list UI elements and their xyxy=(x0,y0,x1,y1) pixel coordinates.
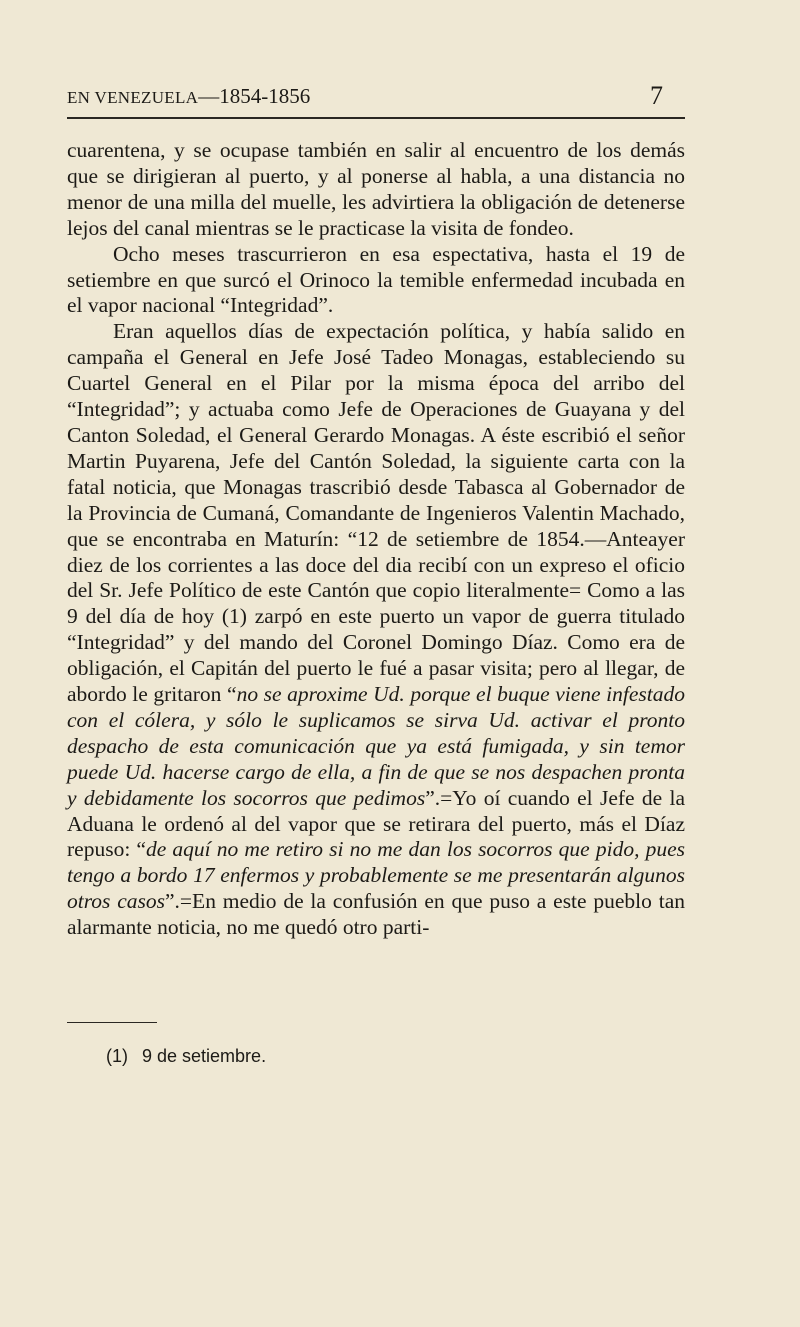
paragraph-3-text-mid: ”.=Yo oí cuando el Jefe de la Aduana le ordenó al del vapor que se retirara del puerto, más el Díaz repuso: “ xyxy=(67,785,685,862)
quoted-shout-italic: no se aproxime Ud. porque el buque viene infestado con el cólera, y sólo le suplicamos se sirva Ud. activar el pronto despacho de esta comunicación que ya está fumigada, y sin temor puede Ud. hacerse cargo de ella, a fin de que se nos despachen pronta y debidamente los socorros que pedimos xyxy=(67,682,685,810)
body-text xyxy=(67,138,685,941)
paragraph-3-text: Eran aquellos días de expectación política, y había salido en campaña el General en Jefe José Tadeo Monagas, estableciendo su Cuartel General en el Pilar por la misma época del arribo del “Integridad”; y actuaba como Jefe de Operaciones de Guayana y del Canton Soledad, el General Gerardo Monagas. A éste escribió el señor Martin Puyarena, Jefe del Cantón Soledad, la siguiente carta con la fatal noticia, que Monagas trascribió desde Tabasca al Gobernador de la Provincia de Cumaná, Comandante de Ingenieros Valentin Machado, que se encontraba en Maturín: “12 de setiembre de 1854.—Anteayer diez de los corrientes a las doce del dia recibí con un expreso el oficio del Sr. Jefe Político de este Cantón que copio literalmente= Como a las 9 del día de hoy (1) zarpó en este puerto un vapor de guerra titulado “Integridad” y del mando del Coronel Domingo Díaz. Como era de obligación, el Capitán del puerto le fué a pasar visita; pero al llegar, de abordo le gritaron “ xyxy=(67,319,685,707)
footnote xyxy=(106,1046,266,1067)
paragraph-3-text-end: ”.=En medio de la confusión en que puso a este pueblo tan alarmante noticia, no me quedó otro parti- xyxy=(67,889,685,940)
running-title xyxy=(67,82,310,112)
paragraph-3 xyxy=(67,319,685,941)
quoted-reply-italic: de aquí no me retiro si no me dan los socorros que pido, pues tengo a bordo 17 enfermos y probablemente se me presentarán algunos otros casos xyxy=(67,837,685,914)
paragraph-1: cuarentena, y se ocupase también en salir al encuentro de los demás que se dirigieran al puerto, y al ponerse al habla, a una distancia no menor de una milla del muelle, les advirtiera la obligación de detenerse lejos del canal mientras se le practicase la visita de fondeo. xyxy=(67,138,685,240)
paragraph-2: Ocho meses trascurrieron en esa espectativa, hasta el 19 de setiembre en que surcó el Orinoco la temible enfermedad incubada en el vapor nacional “Integridad”. xyxy=(67,241,685,318)
footnote-marker: (1) xyxy=(106,1046,128,1066)
footnote-text: 9 de setiembre. xyxy=(142,1046,267,1066)
page-number: 7 xyxy=(650,81,663,110)
footnote-rule xyxy=(67,1022,157,1023)
running-title-dates: —1854-1856 xyxy=(198,84,311,108)
header-rule xyxy=(67,117,685,119)
running-title-smallcaps: EN VENEZUELA xyxy=(67,88,199,107)
